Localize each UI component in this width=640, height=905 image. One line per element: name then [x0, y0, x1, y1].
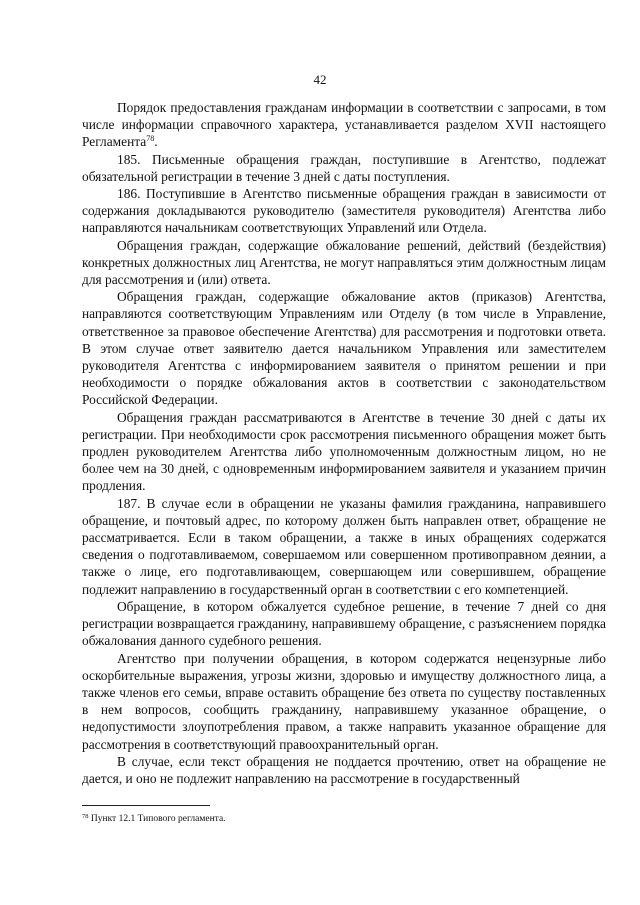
footnote-divider	[82, 805, 210, 806]
paragraph-text: 187. В случае если в обращении не указаны фамилия гражданина, направившего обращение, и почтовый адрес, по которому должен быть направлен ответ, обращение не рассматривается. Если в таком обращении, а также в иных обращениях содержатся сведения о подготавливаемом, совершаемом или совершенном противоправном деянии, а также о лице, его подготавливающем, совершающем или совершившем, обращение подлежит направлению в государственный орган в соответствии с его компетенцией.	[82, 495, 606, 597]
paragraph	[82, 409, 606, 495]
paragraph-text: Обращение, в котором обжалуется судебное решение, в течение 7 дней со дня регистрации возвращается гражданину, направившему обращение, с разъяснением порядка обжалования данного судебного решения.	[82, 598, 606, 649]
footnote-text: Пункт 12.1 Типового регламента.	[88, 814, 226, 824]
footnote-reference: 78	[146, 134, 155, 144]
paragraph-text: В случае, если текст обращения не поддается прочтению, ответ на обращение не дается, и оно не подлежит направлению на рассмотрение в государственный	[82, 753, 606, 786]
paragraph-text: Обращения граждан, содержащие обжалование решений, действий (бездействия) конкретных должностных лиц Агентства, не могут направляться этим должностным лицам для рассмотрения и (или) ответа.	[82, 237, 606, 288]
page-number: 42	[313, 72, 327, 87]
paragraph	[82, 598, 606, 650]
paragraph	[82, 151, 606, 185]
paragraph-text: 185. Письменные обращения граждан, поступившие в Агентство, подлежат обязательной регистрации в течение 3 дней с даты поступления.	[82, 151, 606, 184]
paragraph-text: Порядок предоставления гражданам информации в соответствии с запросами, в том числе информации справочного характера, устанавливается разделом XVII настоящего Регламента	[82, 100, 606, 150]
paragraph-text: Обращения граждан рассматриваются в Агентстве в течение 30 дней с даты их регистрации. При необходимости срок рассмотрения письменного обращения может быть продлен руководителем Агентства либо уполномоченным должностным лицом, но не более чем на 30 дней, с одновременным информированием заявителя и указанием причин продления.	[82, 409, 606, 494]
paragraph	[82, 495, 606, 598]
body-text	[82, 99, 606, 787]
paragraph	[82, 99, 606, 151]
paragraph-text-end: .	[154, 134, 158, 150]
footnote-mark: 78	[82, 813, 89, 820]
footnote	[82, 813, 606, 825]
paragraph-text: Обращения граждан, содержащие обжалование актов (приказов) Агентства, направляются соответствующим Управлениям или Отделу (в том числе в Управление, ответственное за правовое обеспечение Агентства) для рассмотрения и подготовки ответа. В этом случае ответ заявителю дается начальником Управления или заместителем руководителя Агентства с информированием заявителя о принятом решении и при необходимости о порядке обжалования актов в соответствии с законодательством Российской Федерации.	[82, 289, 606, 408]
paragraph-text: Агентство при получении обращения, в котором содержатся нецензурные либо оскорбительные выражения, угрозы жизни, здоровью и имуществу должностного лица, а также членов его семьи, вправе оставить обращение без ответа по существу поставленных в нем вопросов, сообщить гражданину, направившему указанное обращение, о недопустимости злоупотребления правом, а также направить указанное обращение для рассмотрения в соответствующий правоохранительный орган.	[82, 650, 606, 752]
paragraph	[82, 650, 606, 753]
paragraph	[82, 753, 606, 787]
paragraph-text: 186. Поступившие в Агентство письменные обращения граждан в зависимости от содержания докладываются руководителю (заместителя руководителя) Агентства либо направляются начальникам соответствующих Управлений или Отдела.	[82, 186, 606, 236]
paragraph	[82, 237, 606, 289]
paragraph	[82, 288, 606, 408]
paragraph	[82, 185, 606, 237]
